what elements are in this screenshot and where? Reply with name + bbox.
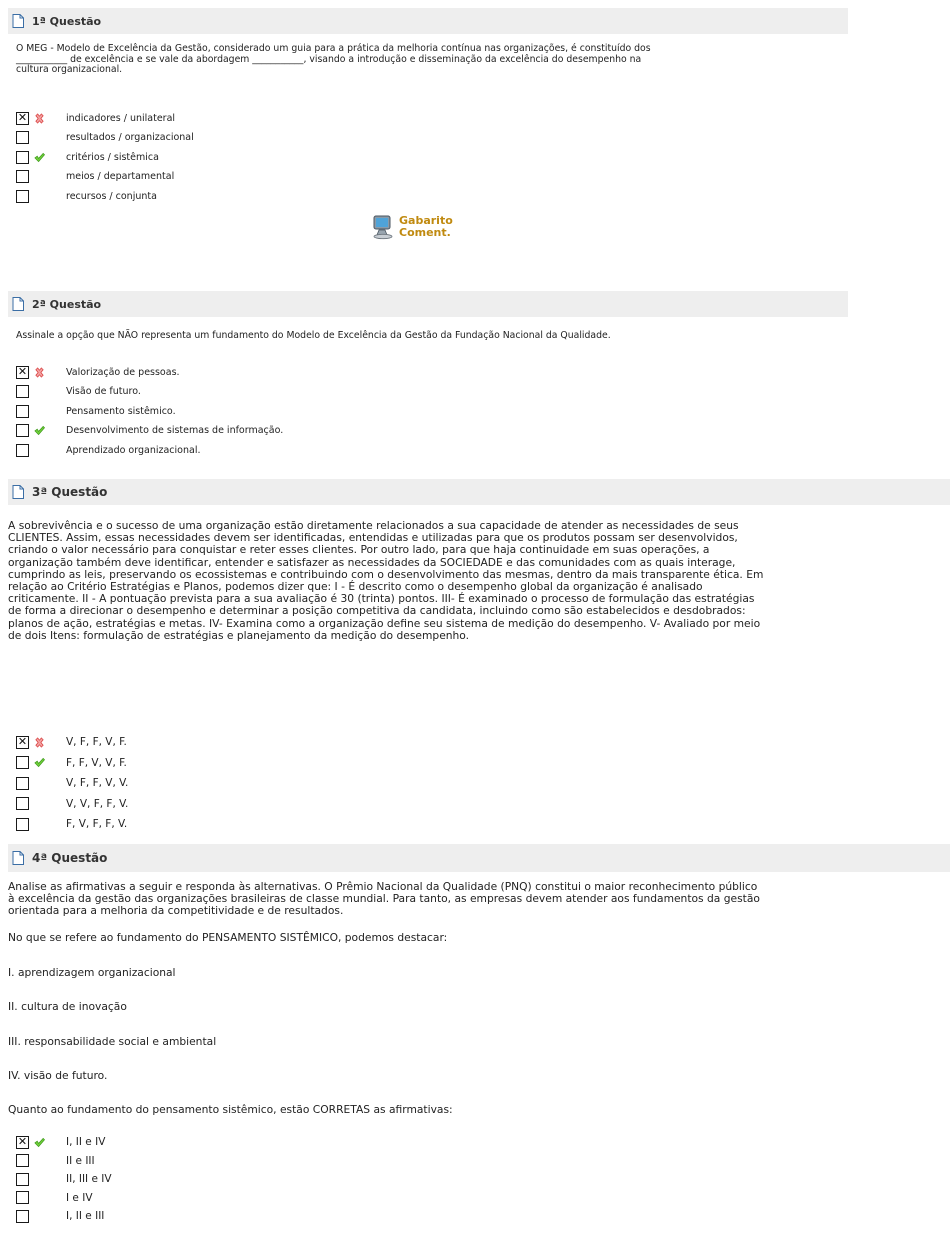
mark-placeholder	[33, 818, 45, 830]
mark-placeholder	[33, 777, 45, 789]
mark-placeholder	[33, 1155, 45, 1167]
checkbox[interactable]	[16, 405, 29, 418]
document-icon	[12, 14, 24, 28]
mark-placeholder	[33, 190, 45, 202]
answer-option[interactable]	[16, 734, 127, 750]
option-label: I, II e III	[66, 1210, 105, 1222]
question-title: 2ª Questão	[32, 297, 102, 311]
answer-option[interactable]	[16, 384, 141, 400]
mark-placeholder	[33, 1210, 45, 1222]
option-label: F, V, F, F, V.	[66, 818, 128, 830]
option-label: I e IV	[66, 1191, 93, 1204]
monitor-icon	[372, 214, 396, 240]
checkbox[interactable]	[16, 385, 29, 398]
checkbox[interactable]	[16, 1210, 29, 1223]
checked-checkbox[interactable]	[16, 366, 29, 379]
option-label: Desenvolvimento de sistemas de informação.	[66, 425, 284, 436]
checkbox[interactable]	[16, 444, 29, 457]
option-label: resultados / organizacional	[66, 132, 194, 143]
correct-answer-icon	[33, 757, 45, 769]
option-label: Pensamento sistêmico.	[66, 405, 176, 417]
option-label: Visão de futuro.	[66, 386, 141, 397]
question-paragraph: No que se refere ao fundamento do PENSAMENTO SISTÊMICO, podemos destacar:	[8, 931, 448, 944]
question-header	[8, 291, 848, 317]
mark-placeholder	[33, 132, 45, 144]
question-paragraph: II. cultura de inovação	[8, 1000, 127, 1013]
checkbox[interactable]	[16, 818, 29, 831]
option-label: Aprendizado organizacional.	[66, 444, 201, 456]
answer-option[interactable]	[16, 442, 200, 458]
document-icon	[12, 851, 24, 865]
question-title: 3ª Questão	[32, 485, 108, 499]
wrong-answer-icon	[33, 112, 45, 124]
question-stem: Assinale a opção que NÃO representa um fundamento do Modelo de Excelência da Gestão da Fundação Nacional da Qualidade.	[16, 330, 611, 341]
document-icon	[12, 297, 24, 311]
answer-option[interactable]	[16, 188, 157, 204]
question-paragraph: III. responsabilidade social e ambiental	[8, 1035, 217, 1048]
checked-checkbox[interactable]	[16, 736, 29, 749]
option-label: recursos / conjunta	[66, 190, 157, 202]
mark-placeholder	[33, 405, 45, 417]
mark-placeholder	[33, 1192, 45, 1204]
question-header	[8, 479, 950, 505]
question-stem: Analise as afirmativas a seguir e responda às alternativas. O Prêmio Nacional da Qualidade (PNQ) constitui o maior reconhecimento público à excelência da gestão das organizações brasileiras de classe mundial. Para tanto, as empresas devem atender aos fundamentos da gestão orientada para a melhoria da competitividade e de resultados.	[8, 880, 760, 918]
wrong-answer-icon	[33, 736, 45, 748]
correct-answer-icon	[33, 1136, 45, 1148]
checkbox[interactable]	[16, 777, 29, 790]
correct-answer-icon	[33, 425, 45, 437]
option-label: V, F, F, V, F.	[66, 736, 127, 748]
answer-option[interactable]	[16, 130, 194, 146]
document-icon	[12, 485, 24, 499]
answer-option[interactable]	[16, 110, 175, 126]
checkbox[interactable]	[16, 797, 29, 810]
gabarito-comentado-button[interactable]	[372, 214, 453, 240]
answer-option[interactable]	[16, 796, 128, 812]
mark-placeholder	[33, 386, 45, 398]
mark-placeholder	[33, 798, 45, 810]
checkbox[interactable]	[16, 190, 29, 203]
checkbox[interactable]	[16, 424, 29, 437]
option-label: meios / departamental	[66, 171, 175, 182]
correct-answer-icon	[33, 151, 45, 163]
answer-option[interactable]	[16, 1171, 112, 1187]
checked-checkbox[interactable]	[16, 112, 29, 125]
option-label: indicadores / unilateral	[66, 112, 176, 124]
answer-option[interactable]	[16, 403, 176, 419]
answer-option[interactable]	[16, 775, 128, 791]
gabarito-label: Gabarito	[399, 214, 453, 227]
mark-placeholder	[33, 171, 45, 183]
answer-option[interactable]	[16, 149, 159, 165]
checkbox[interactable]	[16, 756, 29, 769]
checkbox[interactable]	[16, 1154, 29, 1167]
option-label: Valorização de pessoas.	[66, 366, 180, 378]
option-label: I, II e IV	[66, 1136, 106, 1148]
answer-option[interactable]	[16, 1190, 93, 1206]
checkbox[interactable]	[16, 170, 29, 183]
question-stem: O MEG - Modelo de Excelência da Gestão, considerado um guia para a prática da melhoria contínua nas organizações, é constituído dos ___________ de excelência e se vale da abordagem ___________, visando a introdução e disseminação da excelência do desempenho na cultura organizacional.	[16, 43, 651, 75]
answer-option[interactable]	[16, 816, 127, 832]
question-paragraph: I. aprendizagem organizacional	[8, 966, 176, 979]
question-header	[8, 844, 950, 872]
question-paragraph: IV. visão de futuro.	[8, 1069, 108, 1082]
answer-option[interactable]	[16, 755, 127, 771]
option-label: critérios / sistêmica	[66, 151, 159, 163]
answer-option[interactable]	[16, 423, 283, 439]
answer-option[interactable]	[16, 364, 180, 380]
option-label: V, V, F, F, V.	[66, 797, 129, 810]
question-stem: A sobrevivência e o sucesso de uma organização estão diretamente relacionados a sua capacidade de atender as necessidades de seus CLIENTES. Assim, essas necessidades devem ser identificadas, entendidas e utilizadas para que os produtos possam ser desenvolvidos, criando o valor necessário para conquistar e reter esses clientes. Por outro lado, para que haja continuidade em suas operações, a organização também deve identificar, entender e satisfazer as necessidades da SOCIEDADE e das comunidades com as quais interage, cumprindo as leis, preservando os ecossistemas e contribuindo com o desenvolvimento das mesmas, dentro da mais transparente ética. Em relação ao Critério Estratégias e Planos, podemos dizer que: I - É descrito como o desempenho global da organização é analisado criticamente. II - A pontuação prevista para a sua avaliação é 30 (trinta) pontos. III- É examinado o processo de formulação das estratégias de forma a direcionar o desempenho e determinar a posição competitiva da candidata, incluindo como são estabelecidos e desdobrados: planos de ação, estratégias e metas. IV- Examina como a organização define seu sistema de medição do desempenho. V- Avaliado por meio de dois Itens: formulação de estratégias e planejamento da medição do desempenho.	[8, 519, 764, 642]
answer-option[interactable]	[16, 1134, 105, 1150]
checkbox[interactable]	[16, 131, 29, 144]
question-title: 1ª Questão	[32, 14, 102, 28]
checkbox[interactable]	[16, 1191, 29, 1204]
comentado-label: Coment.	[399, 226, 451, 239]
mark-placeholder	[33, 444, 45, 456]
checked-checkbox[interactable]	[16, 1136, 29, 1149]
option-label: II e III	[66, 1154, 95, 1167]
mark-placeholder	[33, 1173, 45, 1185]
answer-option[interactable]	[16, 1153, 95, 1169]
checkbox[interactable]	[16, 151, 29, 164]
option-label: V, F, F, V, V.	[66, 777, 129, 789]
answer-option[interactable]	[16, 1208, 104, 1224]
question-header	[8, 8, 848, 34]
answer-option[interactable]	[16, 169, 174, 185]
question-paragraph: Quanto ao fundamento do pensamento sistêmico, estão CORRETAS as afirmativas:	[8, 1103, 453, 1116]
question-title: 4ª Questão	[32, 851, 108, 865]
checkbox[interactable]	[16, 1173, 29, 1186]
option-label: F, F, V, V, F.	[66, 756, 127, 769]
option-label: II, III e IV	[66, 1173, 112, 1185]
wrong-answer-icon	[33, 366, 45, 378]
